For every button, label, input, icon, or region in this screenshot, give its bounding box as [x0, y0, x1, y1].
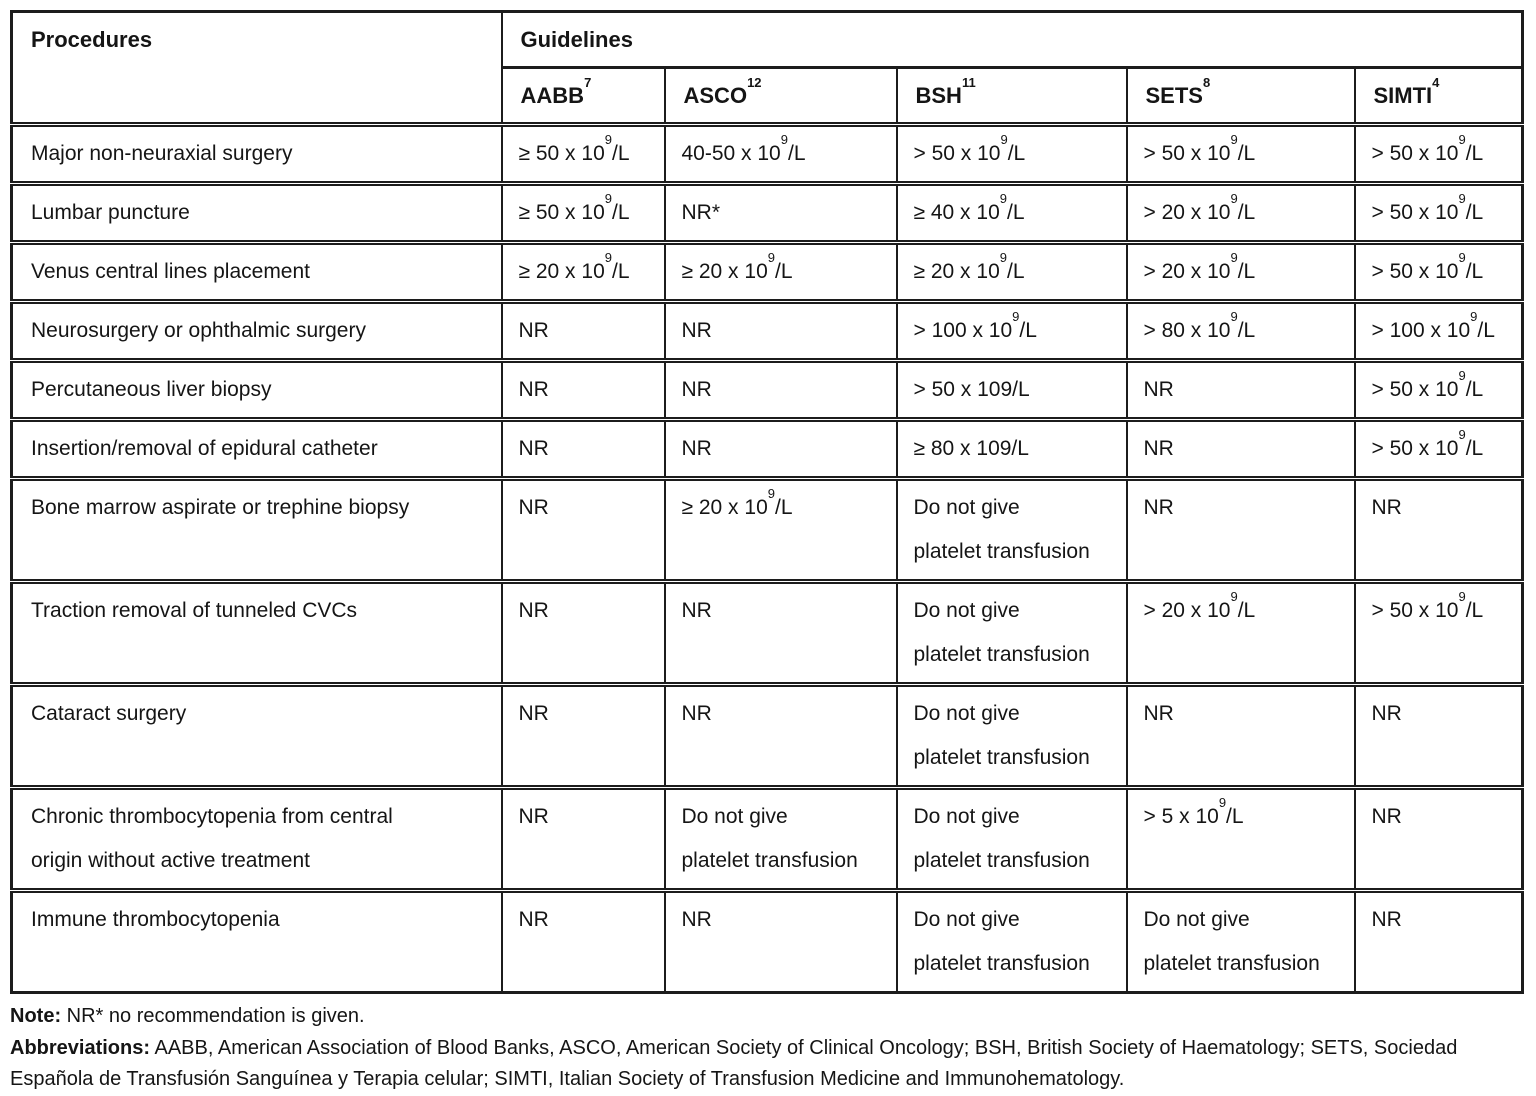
table-body — [12, 125, 1523, 993]
threshold-value-cell: NR — [1127, 361, 1355, 420]
table-row — [12, 788, 1523, 891]
threshold-value-cell: ≥ 20 x $10^9/L$ — [665, 243, 897, 302]
procedure-cell: Cataract surgery — [12, 685, 502, 788]
threshold-value-cell: NR — [1355, 788, 1523, 891]
exponent-superscript: 9 — [767, 486, 775, 501]
threshold-value-cell: NR — [1355, 685, 1523, 788]
threshold-value-cell: NR — [665, 302, 897, 361]
abbreviations-line — [10, 1033, 1526, 1096]
threshold-value-cell: NR — [502, 685, 665, 788]
threshold-value-cell: NR — [665, 685, 897, 788]
threshold-value-cell: > 50 x 109/L — [897, 361, 1127, 420]
threshold-value-cell: NR — [502, 479, 665, 582]
threshold-value-cell: > 20 x $10^9/L$ — [1127, 243, 1355, 302]
exponent-superscript: 9 — [1000, 132, 1008, 147]
threshold-value-cell: > 50 x $10^9/L$ — [1355, 582, 1523, 685]
column-header-simti — [1355, 68, 1523, 125]
table-header — [12, 12, 1523, 125]
exponent-superscript: 9 — [1458, 427, 1466, 442]
threshold-value-cell: NR — [502, 582, 665, 685]
exponent-superscript: 9 — [604, 191, 612, 206]
exponent-superscript: 9 — [1230, 250, 1238, 265]
threshold-value-cell: > 50 x $10^9/L$ — [1355, 125, 1523, 184]
column-header-asco — [665, 68, 897, 125]
reference-superscript: 8 — [1202, 74, 1211, 90]
threshold-value-cell: NR — [1127, 479, 1355, 582]
note-line — [10, 1001, 1526, 1033]
threshold-value-cell: NR — [1127, 685, 1355, 788]
table-row — [12, 479, 1523, 582]
column-label: ASCO — [683, 83, 748, 108]
procedure-cell: Chronic thrombocytopenia from central origin without active treatment — [12, 788, 502, 891]
procedure-cell: Lumbar puncture — [12, 184, 502, 243]
platelet-guidelines-table — [10, 10, 1524, 994]
threshold-value-cell: NR — [1355, 891, 1523, 993]
exponent-superscript: 9 — [999, 250, 1007, 265]
procedure-cell: Major non-neuraxial surgery — [12, 125, 502, 184]
table-row — [12, 243, 1523, 302]
reference-superscript: 11 — [961, 74, 976, 90]
threshold-value-cell: > 50 x $10^9/L$ — [1355, 243, 1523, 302]
threshold-value-cell: NR — [502, 361, 665, 420]
column-label: BSH — [915, 83, 962, 108]
exponent-superscript: 9 — [1458, 191, 1466, 206]
threshold-value-cell: > 50 x $10^9/L$ — [1355, 184, 1523, 243]
threshold-value-cell: NR — [502, 788, 665, 891]
threshold-value-cell: ≥ 80 x 109/L — [897, 420, 1127, 479]
note-text: NR* no recommendation is given. — [61, 1005, 365, 1027]
note-label: Note: — [10, 1005, 62, 1027]
threshold-value-cell: 40-50 x $10^9/L$ — [665, 125, 897, 184]
procedure-cell: Traction removal of tunneled CVCs — [12, 582, 502, 685]
exponent-superscript: 9 — [999, 191, 1007, 206]
procedure-cell: Bone marrow aspirate or trephine biopsy — [12, 479, 502, 582]
exponent-superscript: 9 — [1230, 191, 1238, 206]
table-row — [12, 125, 1523, 184]
exponent-superscript: 9 — [1230, 132, 1238, 147]
column-header-bsh — [897, 68, 1127, 125]
threshold-value-cell: NR — [665, 891, 897, 993]
column-label: AABB — [520, 83, 585, 108]
reference-superscript: 12 — [747, 74, 762, 90]
header-row-group — [12, 12, 1523, 68]
threshold-value-cell: > 50 x $10^9/L$ — [1355, 420, 1523, 479]
procedure-cell: Percutaneous liver biopsy — [12, 361, 502, 420]
threshold-value-cell: > 100 x $10^9/L$ — [1355, 302, 1523, 361]
threshold-value-cell: Do not give platelet transfusion — [897, 788, 1127, 891]
threshold-value-cell: ≥ 20 x $10^9/L$ — [665, 479, 897, 582]
threshold-value-cell: NR — [665, 420, 897, 479]
threshold-value-cell: NR — [502, 420, 665, 479]
exponent-superscript: 9 — [1012, 309, 1020, 324]
threshold-value-cell: Do not give platelet transfusion — [897, 685, 1127, 788]
threshold-value-cell: > 50 x $10^9/L$ — [1127, 125, 1355, 184]
exponent-superscript: 9 — [1470, 309, 1478, 324]
column-header-aabb — [502, 68, 665, 125]
exponent-superscript: 9 — [1458, 132, 1466, 147]
exponent-superscript: 9 — [780, 132, 788, 147]
exponent-superscript: 9 — [1218, 795, 1227, 810]
exponent-superscript: 9 — [1458, 250, 1466, 265]
column-label: SIMTI — [1373, 83, 1433, 108]
reference-superscript: 7 — [584, 74, 592, 90]
threshold-value-cell: ≥ 20 x $10^9/L$ — [502, 243, 665, 302]
threshold-value-cell: ≥ 20 x $10^9/L$ — [897, 243, 1127, 302]
table-row — [12, 361, 1523, 420]
table-row — [12, 685, 1523, 788]
table-row — [12, 302, 1523, 361]
threshold-value-cell: Do not give platelet transfusion — [897, 479, 1127, 582]
threshold-value-cell: NR — [1127, 420, 1355, 479]
procedure-cell: Insertion/removal of epidural catheter — [12, 420, 502, 479]
procedure-cell: Venus central lines placement — [12, 243, 502, 302]
exponent-superscript: 9 — [1230, 589, 1238, 604]
threshold-value-cell: NR — [1355, 479, 1523, 582]
threshold-value-cell: Do not give platelet transfusion — [1127, 891, 1355, 993]
abbreviations-text: AABB, American Association of Blood Banks, ASCO, American Society of Clinical Oncology; BSH, British Society of Haematology; SETS, Sociedad Española de Transfusión Sanguínea y Terapia celular; SIMTI, Italian Society of Transfusion Medicine and Immunohematology. — [10, 1036, 1458, 1090]
reference-superscript: 4 — [1432, 74, 1440, 90]
exponent-superscript: 9 — [604, 132, 612, 147]
threshold-value-cell: > 20 x $10^9/L$ — [1127, 184, 1355, 243]
threshold-value-cell: > 50 x $10^9/L$ — [897, 125, 1127, 184]
threshold-value-cell: > 5 x $10^9/L$ — [1127, 788, 1355, 891]
threshold-value-cell: Do not give platelet transfusion — [665, 788, 897, 891]
column-label: SETS — [1145, 83, 1203, 108]
column-header-sets — [1127, 68, 1355, 125]
exponent-superscript: 9 — [604, 250, 612, 265]
table-row — [12, 891, 1523, 993]
threshold-value-cell: Do not give platelet transfusion — [897, 582, 1127, 685]
threshold-value-cell: > 50 x $10^9/L$ — [1355, 361, 1523, 420]
threshold-value-cell: ≥ 50 x $10^9/L$ — [502, 125, 665, 184]
threshold-value-cell: ≥ 50 x $10^9/L$ — [502, 184, 665, 243]
procedures-header: Procedures — [12, 12, 502, 125]
exponent-superscript: 9 — [1230, 309, 1238, 324]
exponent-superscript: 9 — [1458, 589, 1466, 604]
table-row — [12, 420, 1523, 479]
exponent-superscript: 9 — [767, 250, 775, 265]
threshold-value-cell: > 100 x $10^9/L$ — [897, 302, 1127, 361]
threshold-value-cell: > 20 x $10^9/L$ — [1127, 582, 1355, 685]
table-row — [12, 582, 1523, 685]
abbreviations-label: Abbreviations: — [10, 1036, 151, 1059]
procedure-cell: Neurosurgery or ophthalmic surgery — [12, 302, 502, 361]
threshold-value-cell: ≥ 40 x $10^9/L$ — [897, 184, 1127, 243]
threshold-value-cell: > 80 x $10^9/L$ — [1127, 302, 1355, 361]
threshold-value-cell: NR* — [665, 184, 897, 243]
threshold-value-cell: NR — [665, 361, 897, 420]
exponent-superscript: 9 — [1458, 368, 1466, 383]
guidelines-group-header: Guidelines — [502, 12, 1523, 68]
threshold-value-cell: NR — [502, 302, 665, 361]
threshold-value-cell: NR — [502, 891, 665, 993]
table-row — [12, 184, 1523, 243]
procedure-cell: Immune thrombocytopenia — [12, 891, 502, 993]
threshold-value-cell: Do not give platelet transfusion — [897, 891, 1127, 993]
footer-notes — [10, 1001, 1526, 1096]
threshold-value-cell: NR — [665, 582, 897, 685]
